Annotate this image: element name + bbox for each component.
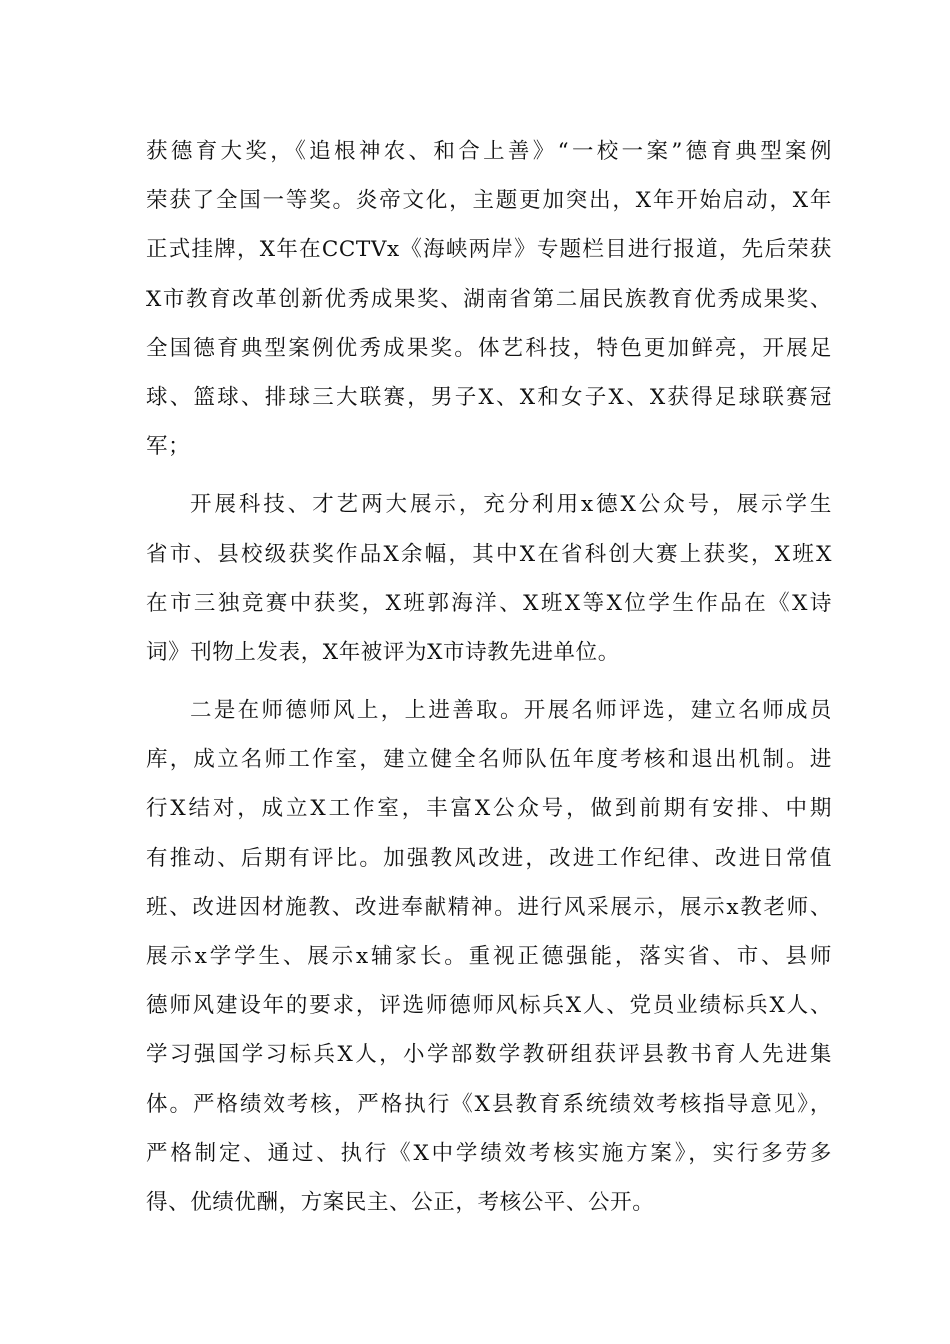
text-line: 行X结对，成立X工作室，丰富X公众号，做到前期有安排、中期 xyxy=(146,796,832,822)
text-line: 全国德育典型案例优秀成果奖。体艺科技，特色更加鲜亮，开展足 xyxy=(146,335,832,361)
text-line: 有推动、后期有评比。加强教风改进，改进工作纪律、改进日常值 xyxy=(146,845,832,871)
text-line: 体。严格绩效考核，严格执行《X县教育系统绩效考核指导意见》， xyxy=(146,1091,832,1117)
text-line: 省市、县校级获奖作品X余幅，其中X在省科创大赛上获奖，X班X xyxy=(146,541,832,567)
text-line: 班、改进因材施教、改进奉献精神。进行风采展示，展示x教老师、 xyxy=(146,894,832,920)
text-line: 在市三独竞赛中获奖，X班郭海洋、X班X等X位学生作品在《X诗 xyxy=(146,590,832,616)
text-line: 正式挂牌，X年在CCTVx《海峡两岸》专题栏目进行报道，先后荣获 xyxy=(146,237,832,263)
text-line: 德师风建设年的要求，评选师德师风标兵X人、党员业绩标兵X人、 xyxy=(146,993,832,1019)
text-line: 球、篮球、排球三大联赛，男子X、X和女子X、X获得足球联赛冠 xyxy=(146,384,832,410)
paragraph-3 xyxy=(146,686,832,1227)
text-line: 荣获了全国一等奖。炎帝文化，主题更加突出，X年开始启动，X年 xyxy=(146,188,832,214)
text-line: 得、优绩优酬，方案民主、公正，考核公平、公开。 xyxy=(146,1189,655,1215)
text-line: 开展科技、才艺两大展示，充分利用x德X公众号，展示学生 xyxy=(190,492,832,518)
text-line: 获德育大奖，《追根神农、和合上善》“一校一案”德育典型案例 xyxy=(146,139,832,164)
text-line: 词》刊物上发表，X年被评为X市诗教先进单位。 xyxy=(146,639,620,665)
text-line: 二是在师德师风上，上进善取。开展名师评选，建立名师成员 xyxy=(190,698,832,724)
paragraph-2 xyxy=(146,480,832,677)
document-body xyxy=(146,127,832,1227)
text-line: 展示x学学生、展示x辅家长。重视正德强能，落实省、市、县师 xyxy=(146,944,832,969)
text-line: 学习强国学习标兵X人，小学部数学教研组获评县教书育人先进集 xyxy=(146,1042,832,1068)
text-line: 库，成立名师工作室，建立健全名师队伍年度考核和退出机制。进 xyxy=(146,747,832,773)
text-line: 严格制定、通过、执行《X中学绩效考核实施方案》，实行多劳多 xyxy=(146,1140,832,1166)
text-line: 军； xyxy=(146,434,191,460)
paragraph-1 xyxy=(146,127,832,471)
text-line: X市教育改革创新优秀成果奖、湖南省第二届民族教育优秀成果奖、 xyxy=(146,286,832,312)
